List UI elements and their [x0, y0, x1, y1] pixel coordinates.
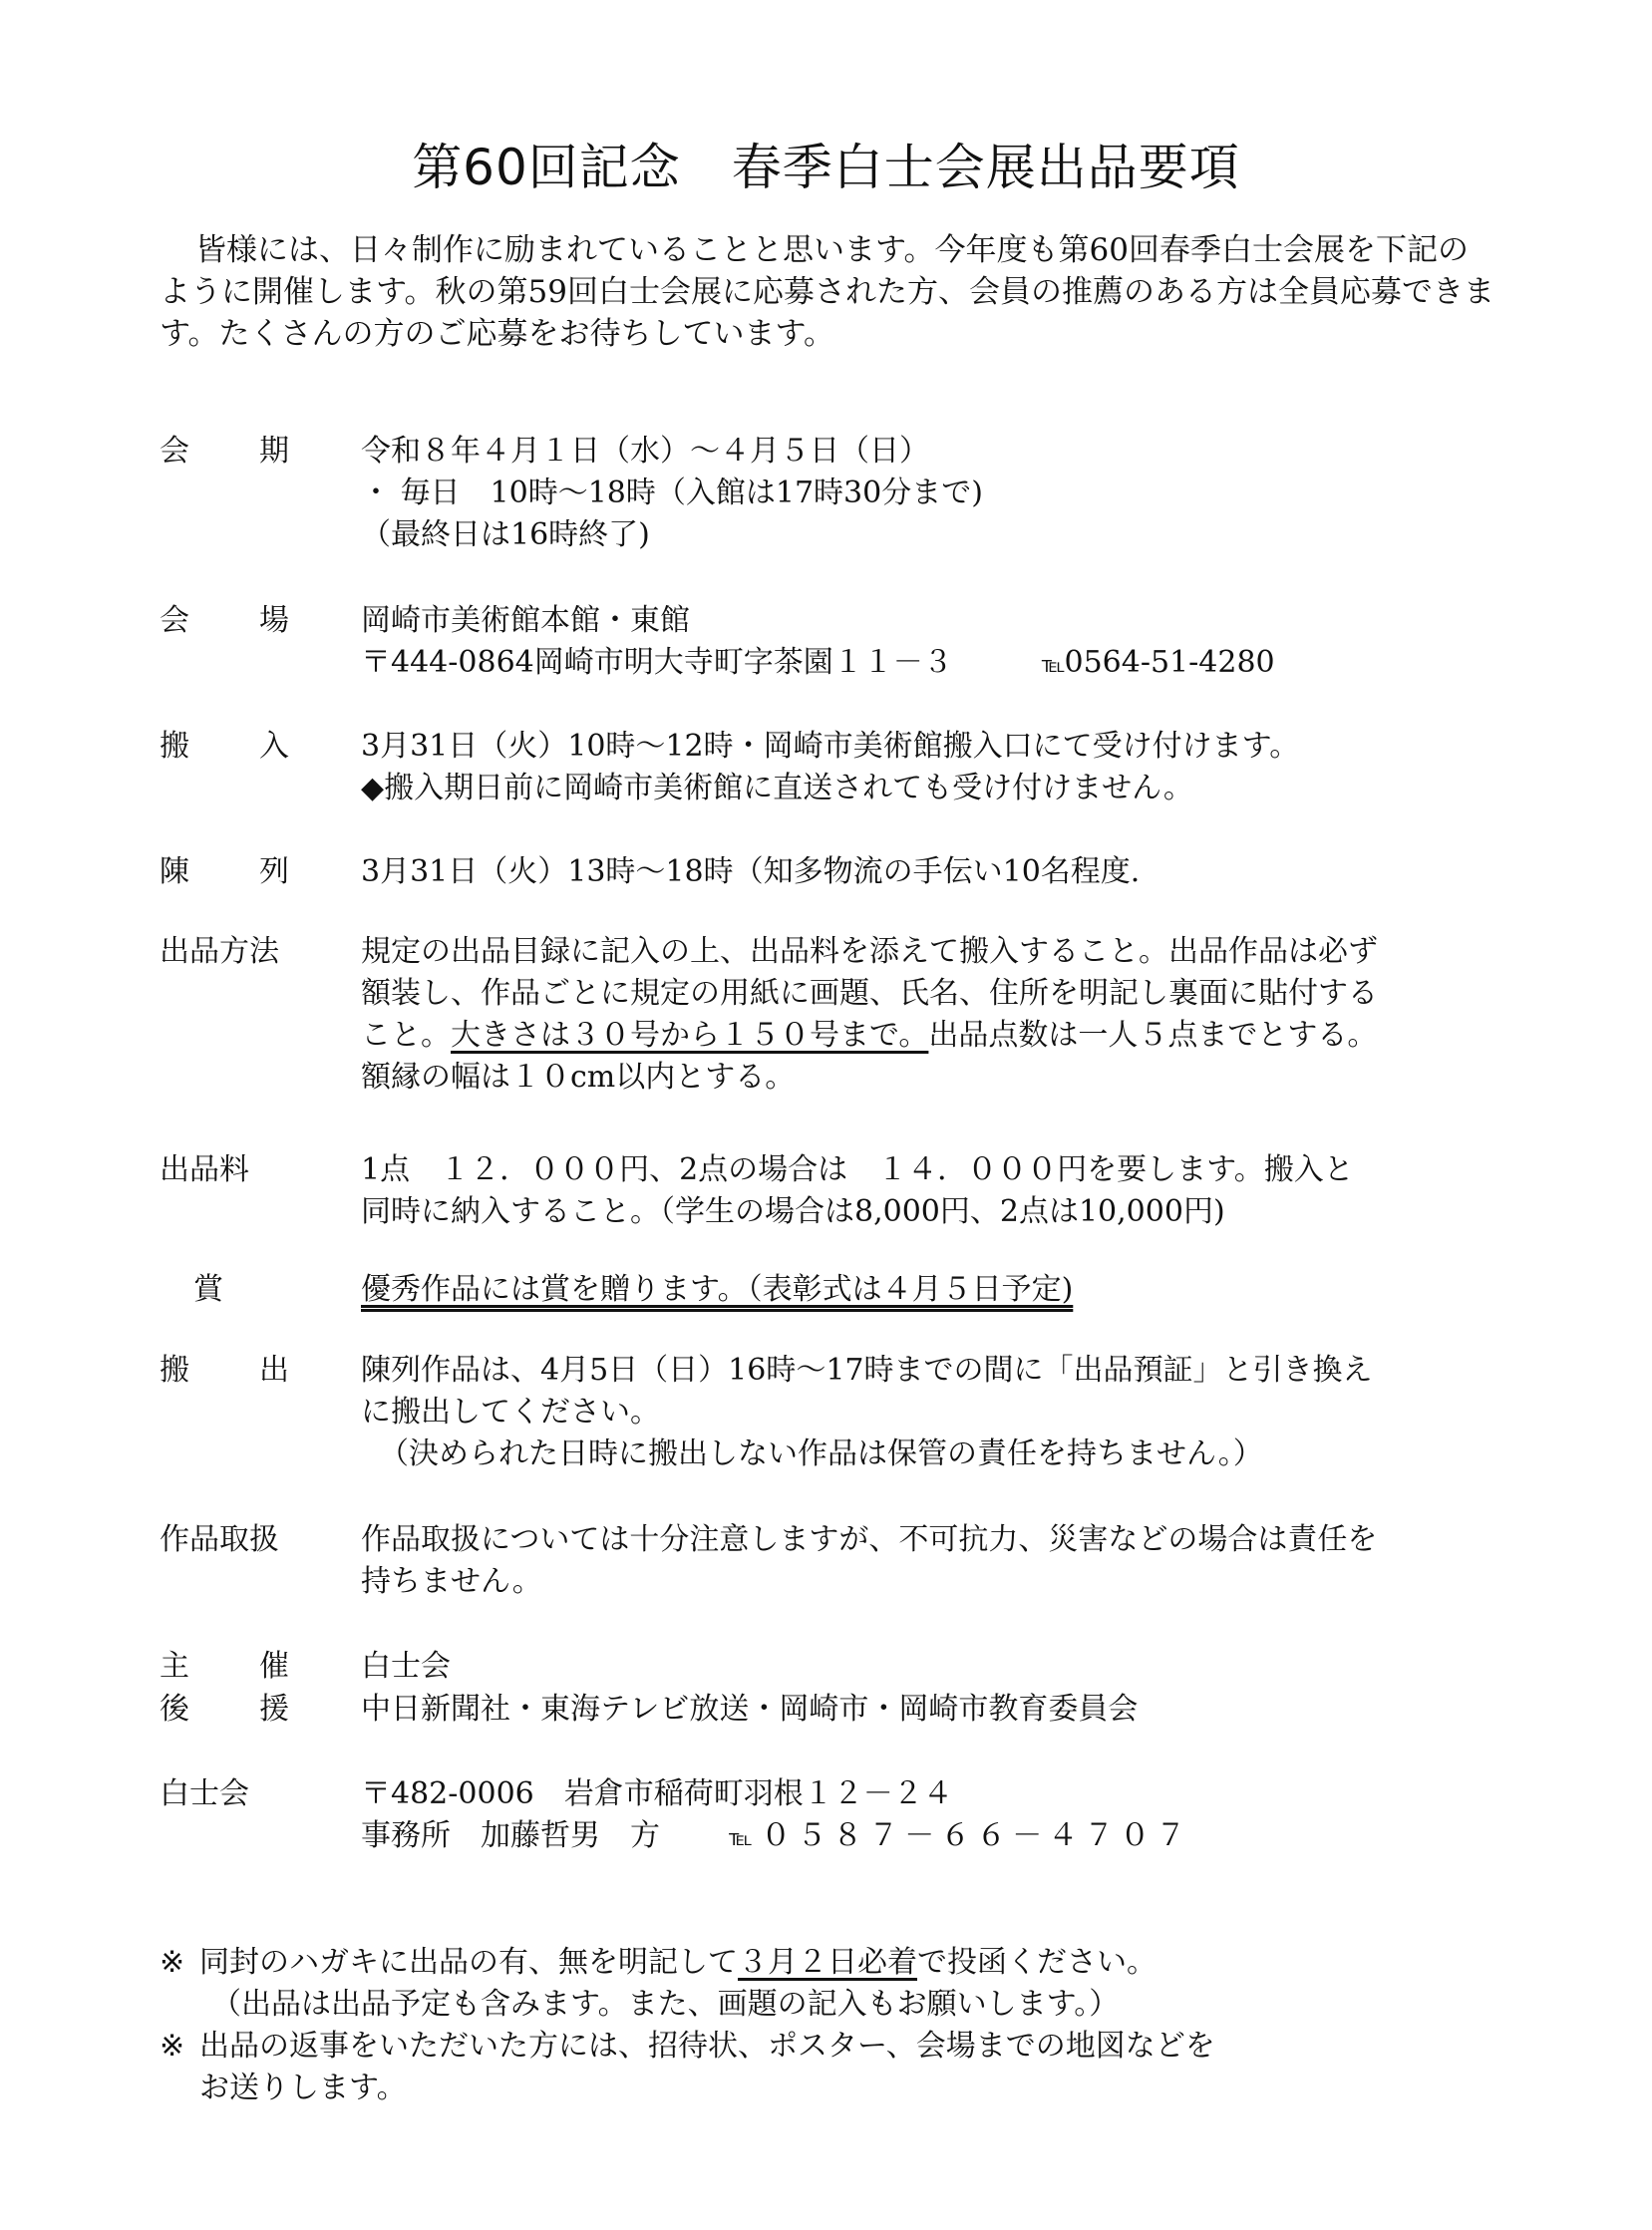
- label-char: 後: [160, 1692, 189, 1727]
- section-label: 白士会: [160, 1776, 249, 1811]
- note-2-cont: お送りします。: [199, 2071, 407, 2105]
- office-contact: 事務所 加藤哲男 方: [361, 1818, 660, 1853]
- venue-name: 岡崎市美術館本館・東館: [361, 603, 690, 638]
- method-line: 規定の出品目録に記入の上、出品料を添えて搬入すること。出品作品は必ず: [361, 934, 1378, 969]
- period-hours: ・ 毎日 10時～18時（入館は17時30分まで): [361, 476, 983, 510]
- display-time: 3月31日（火）13時～18時（知多物流の手伝い10名程度.: [361, 854, 1141, 889]
- delivery-warning: ◆搬入期日前に岡崎市美術館に直送されても受け付けません。: [361, 771, 1193, 805]
- method-text: 出品点数は一人５点までとする。: [928, 1018, 1378, 1053]
- method-line: 額装し、作品ごとに規定の用紙に画題、氏名、住所を明記し裏面に貼付する: [361, 976, 1378, 1011]
- fee-line: 同時に納入すること。（学生の場合は8,000円、2点は10,000円): [361, 1194, 1225, 1229]
- prize-text: 優秀作品には賞を贈ります。（表彰式は４月５日予定): [361, 1272, 1074, 1307]
- label-char: 賞: [193, 1272, 223, 1307]
- section-label: 出品方法: [160, 934, 279, 969]
- method-text: こと。: [361, 1018, 451, 1053]
- delivery-time: 3月31日（火）10時～12時・岡崎市美術館搬入口にて受け付けます。: [361, 729, 1300, 764]
- note-2: [160, 2026, 1515, 2068]
- section-label: 出品料: [160, 1152, 249, 1187]
- office-address: 〒482-0006 岩倉市稲荷町羽根１２－２４: [361, 1776, 953, 1811]
- note-text: で投函ください。: [917, 1945, 1156, 1980]
- label-char: 搬: [160, 1353, 189, 1388]
- page-title: 第60回記念 春季白士会展出品要項: [412, 139, 1240, 196]
- notes: [160, 1942, 1515, 2109]
- supporters: 中日新聞社・東海テレビ放送・岡崎市・岡崎市教育委員会: [361, 1692, 1139, 1727]
- pickup-line: に搬出してください。: [361, 1395, 660, 1430]
- office-phone: ０５８７－６６－４７０７: [761, 1818, 1192, 1853]
- handling-line: 持ちません。: [361, 1564, 542, 1599]
- intro-paragraph: 皆様には、日々制作に励まれていることと思います。今年度も第60回春季白士会展を下記のように開催します。秋の第59回白士会展に応募された方、会員の推薦のある方は全員応募できます。たくさんの方のご応募をお待ちしています。: [160, 232, 1494, 352]
- phone-icon: ℡: [729, 1826, 752, 1851]
- venue-address-line: [361, 642, 1637, 687]
- method-line: [361, 1015, 1637, 1057]
- period-last-day: （最終日は16時終了): [361, 517, 650, 552]
- note-1: [160, 1942, 1515, 1984]
- label-char: 会: [160, 434, 189, 469]
- size-limit-underlined: 大きさは３０号から１５０号まで。: [451, 1018, 929, 1053]
- label-char: 出: [259, 1353, 289, 1388]
- note-text: 出品の返事をいただいた方には、招待状、ポスター、会場までの地図などを: [199, 2029, 1215, 2064]
- note-mark-icon: ※: [160, 1945, 185, 1980]
- label-char: 搬: [160, 729, 189, 764]
- organizer-name: 白士会: [361, 1649, 451, 1684]
- section-label: 作品取扱: [160, 1522, 279, 1557]
- phone-icon: ℡: [1041, 653, 1065, 678]
- label-char: 陳: [160, 854, 189, 889]
- venue-phone: 0564-51-4280: [1064, 645, 1275, 680]
- office-contact-line: [361, 1815, 1637, 1860]
- label-char: 催: [259, 1649, 289, 1684]
- method-line: 額縁の幅は１０cm以内とする。: [361, 1060, 796, 1095]
- label-char: 援: [259, 1692, 289, 1727]
- label-char: 主: [160, 1649, 189, 1684]
- label-char: 会: [160, 603, 189, 638]
- note-1-sub: （出品は出品予定も含みます。また、画題の記入もお願いします。）: [211, 1987, 1120, 2022]
- label-char: 入: [259, 729, 289, 764]
- label-char: 列: [259, 854, 289, 889]
- label-char: 期: [259, 434, 289, 469]
- label-char: 場: [259, 603, 289, 638]
- pickup-line: 陳列作品は、4月5日（日）16時～17時までの間に「出品預証」と引き換え: [361, 1353, 1373, 1388]
- deadline-underlined: ３月２日必着: [738, 1945, 917, 1980]
- fee-line: 1点 １２．０００円、2点の場合は １４．０００円を要します。搬入と: [361, 1152, 1354, 1187]
- period-dates: 令和８年４月１日（水）～４月５日（日）: [361, 434, 929, 469]
- venue-address: 〒444-0864岡崎市明大寺町字茶園１１－３: [361, 645, 953, 680]
- note-mark-icon: ※: [160, 2029, 185, 2064]
- handling-line: 作品取扱については十分注意しますが、不可抗力、災害などの場合は責任を: [361, 1522, 1378, 1557]
- note-text: 同封のハガキに出品の有、無を明記して: [199, 1945, 738, 1980]
- pickup-note: （決められた日時に搬出しない作品は保管の責任を持ちません。）: [379, 1436, 1263, 1471]
